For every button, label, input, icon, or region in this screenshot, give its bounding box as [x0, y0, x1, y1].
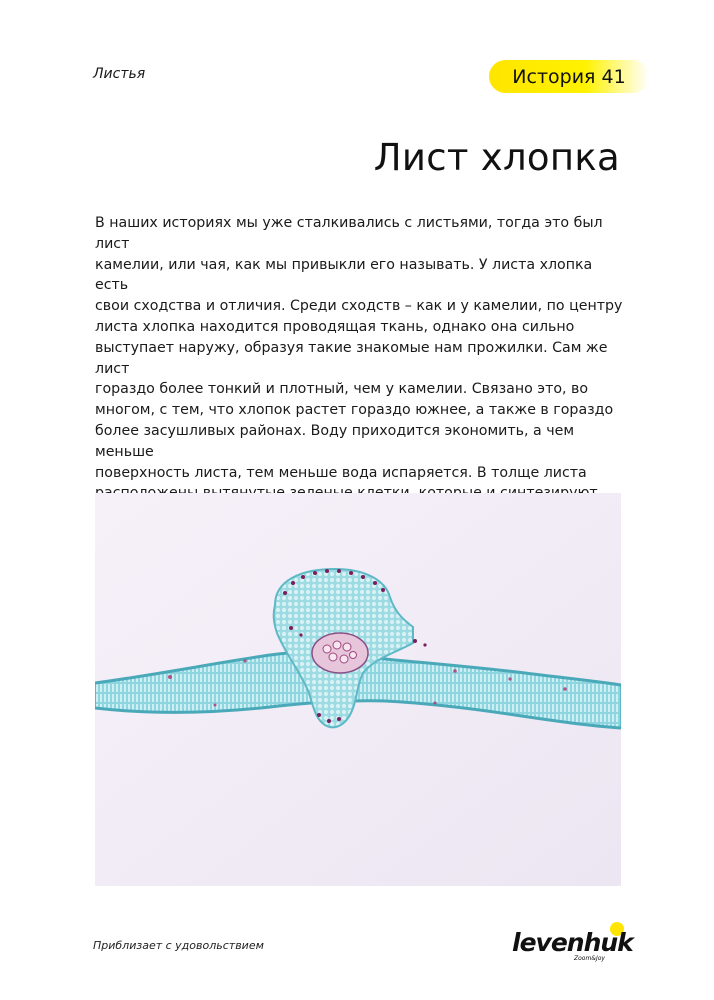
logo-subtitle: Zoom&Joy — [574, 955, 605, 962]
story-badge-label: История 41 — [512, 65, 626, 88]
section-label: Листья — [93, 66, 146, 82]
body-line: многом, с тем, что хлопок растет гораздо южнее, а также в гораздо — [95, 402, 614, 419]
body-line: В наших историях мы уже сталкивались с листьями, тогда это был лист — [95, 215, 603, 252]
logo-wordmark: levenhuk — [512, 928, 633, 957]
body-line: свои сходства и отличия. Среди сходств – как и у камелии, по центру — [95, 298, 623, 315]
footer-tagline: Приблизает с удовольствием — [93, 939, 264, 952]
leaf-cross-section-image — [95, 493, 621, 886]
body-line: гораздо более тонкий и плотный, чем у камелии. Связано это, во — [95, 381, 589, 398]
body-text — [95, 213, 625, 525]
leaf-micrograph — [95, 493, 621, 886]
body-line: листа хлопка находится проводящая ткань, однако она сильно — [95, 318, 575, 335]
body-line: поверхность листа, тем меньше вода испаряется. В толще листа — [95, 464, 587, 481]
body-line: камелии, или чая, как мы привыкли его называть. У листа хлопка есть — [95, 256, 593, 294]
page-title: Лист хлопка — [373, 136, 620, 179]
story-badge — [489, 60, 649, 93]
body-line: более засушливых районах. Воду приходится экономить, а чем меньше — [95, 422, 575, 460]
body-line: выступает наружу, образуя такие знакомые нам прожилки. Сам же лист — [95, 339, 608, 377]
levenhuk-logo — [512, 922, 632, 966]
